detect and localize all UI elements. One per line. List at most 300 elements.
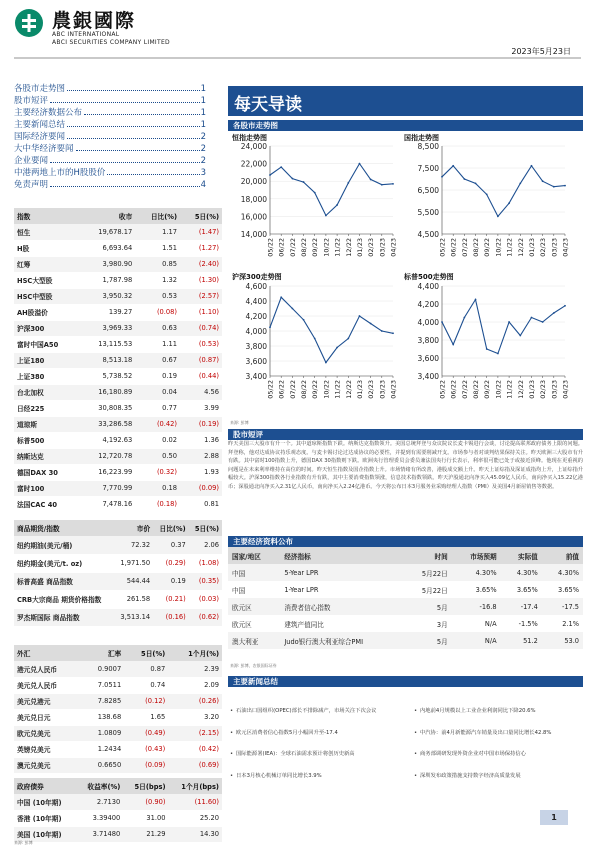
table-cell: (1.30)	[180, 272, 222, 288]
table-cell: 1.65	[124, 709, 168, 725]
chart-title-hsi: 恒指走势图	[232, 134, 267, 142]
table-cell: 7.0511	[81, 677, 124, 693]
column-header: 5日(%)	[180, 208, 222, 224]
table-cell: 消费者信心指数	[280, 598, 403, 615]
toc-item[interactable]	[14, 166, 206, 178]
data-point	[325, 362, 327, 364]
report-date: 2023年5月23日	[511, 47, 571, 56]
table-cell: 5,738.52	[80, 368, 136, 384]
table-cell: 标普高盛 商品指数	[14, 572, 114, 590]
brand-company-name: ABCI SECURITIES COMPANY LIMITED	[52, 39, 170, 46]
fx-table	[14, 645, 222, 774]
table-cell: 3.39400	[76, 810, 124, 826]
table-row	[14, 256, 222, 272]
table-cell: AH股溢价	[14, 304, 80, 320]
x-tick-label: 02/23	[539, 238, 548, 257]
commentary-text: 昨天美国三大股市有升一个。其中道琼斯指数下跌。纳斯达克指数领升。美国总统拜登与众议院议长麦卡锡进行会谈，讨论提高联邦政府债务上限的问题。拜登称，他对达成协议持乐观态度。与麦卡锡讨论过达成协议的必要性，并提到有需要削减开支。市场参与者对谈判结果保持关注。昨天欧洲三大股市有升有跌。其中富时100指数上升，德国DAX 30指数则下跌。欧洲央行管理委员会委员兼法国央行行长表示，利率很可能已处于或接近顶峰。他现在更重视的问题是在未来利率维持在高位的时间。昨天恒生指数及国企指数上升。市场情绪有所改善，港股成交额上升。昨天上证综指及深证成指均上升，上证综指升幅较大。沪深300指数各行业指数有升有跌，其中主要消费指数领涨，信息技术指数领跌。昨天沪股通北向净买入45.09亿人民币，南向净买入15.22亿港币；深股通北向净买入2.31亿人民币，南向净买入2.24亿港币。今天将公布日本3月服务业采购经理人指数（PMI）及美国4月新屋销售等数据。	[228, 441, 583, 490]
table-cell: 544.44	[114, 572, 153, 590]
table-row	[14, 480, 222, 496]
data-point	[347, 338, 349, 340]
table-cell: 0.19	[135, 368, 180, 384]
table-cell: N/A	[484, 619, 497, 628]
table-cell: 3,969.33	[80, 320, 136, 336]
column-header: 政府债券	[14, 778, 76, 794]
table-row	[14, 320, 222, 336]
table-cell: 富时100	[14, 480, 80, 496]
data-point	[269, 174, 271, 176]
toc-item-title: 股市短评	[14, 96, 49, 106]
econ-section-header: 主要经济资料公布	[228, 536, 583, 547]
data-point	[336, 204, 338, 206]
charts-section-header: 各股市走势图	[228, 120, 583, 131]
table-cell: (0.26)	[168, 693, 222, 709]
table-cell: 0.19	[153, 572, 189, 590]
table-cell: (0.90)	[123, 794, 168, 810]
toc-leader-dots	[107, 174, 199, 175]
table-cell: 7,478.16	[80, 496, 136, 512]
table-cell: (2.15)	[168, 725, 222, 741]
table-row	[14, 416, 222, 432]
data-point	[508, 321, 510, 323]
y-tick-label: 4,000	[245, 327, 267, 336]
table-cell: 3.20	[168, 709, 222, 725]
chart-csi300	[228, 280, 403, 410]
table-row	[228, 632, 583, 649]
table-row	[14, 400, 222, 416]
data-point	[347, 182, 349, 184]
toc-item[interactable]	[14, 130, 206, 142]
x-tick-label: 03/23	[378, 238, 387, 257]
table-cell: 美国 (10年期)	[14, 826, 76, 842]
column-header: 指数	[14, 208, 80, 224]
table-row	[14, 661, 222, 677]
table-cell: 建筑产值同比	[284, 620, 324, 629]
x-tick-label: 05/22	[438, 380, 447, 399]
toc-leader-dots	[67, 90, 200, 91]
table-cell: 德国DAX 30	[14, 464, 80, 480]
table-row	[14, 224, 222, 240]
column-header: 1个月(%)	[168, 645, 222, 661]
y-tick-label: 22,000	[240, 159, 267, 169]
toc-item-page: 2	[200, 144, 206, 154]
series-line	[442, 166, 565, 217]
data-point	[497, 353, 499, 355]
table-cell: 澳元兑美元	[14, 757, 81, 773]
column-header: 日比(%)	[153, 520, 189, 536]
table-cell: 0.77	[135, 400, 180, 416]
table-row	[14, 709, 222, 725]
data-point	[475, 299, 477, 301]
news-item-text: 日本3月核心机械订单同比增长3.9%	[236, 772, 322, 779]
data-point	[531, 317, 533, 319]
table-cell: (0.74)	[180, 320, 222, 336]
y-tick-label: 6,500	[417, 186, 439, 195]
toc-item-page: 1	[200, 120, 206, 130]
news-item	[230, 751, 400, 759]
table-row	[228, 598, 583, 615]
data-point	[542, 180, 544, 182]
x-tick-label: 04/23	[389, 380, 398, 399]
table-cell: 欧元区	[228, 598, 280, 615]
table-row	[14, 288, 222, 304]
table-cell: 30,808.35	[80, 400, 136, 416]
table-row	[14, 677, 222, 693]
table-header-row	[14, 778, 222, 794]
y-tick-label: 4,400	[417, 282, 439, 291]
y-tick-label: 4,200	[245, 312, 267, 321]
table-row	[14, 304, 222, 320]
x-tick-label: 04/23	[389, 238, 398, 257]
table-cell: 31.00	[123, 810, 168, 826]
table-cell: 英镑兑美元	[14, 741, 81, 757]
table-cell: (1.47)	[180, 224, 222, 240]
toc-item-title: 各股市走势图	[14, 84, 66, 94]
column-header: 收益率(%)	[76, 778, 124, 794]
table-cell: (0.18)	[135, 496, 180, 512]
data-point	[381, 184, 383, 186]
table-cell: (0.16)	[153, 608, 189, 626]
x-tick-label: 08/22	[300, 238, 309, 257]
table-cell: 51.2	[501, 632, 542, 649]
table-cell: (0.49)	[124, 725, 168, 741]
data-point	[519, 335, 521, 337]
y-tick-label: 8,500	[417, 142, 439, 151]
data-point	[280, 296, 282, 298]
table-cell: 4.56	[180, 384, 222, 400]
table-cell: 4.30%	[501, 564, 542, 581]
table-cell: 5-Year LPR	[280, 564, 403, 581]
x-tick-label: 02/23	[539, 380, 548, 399]
x-tick-label: 03/23	[550, 238, 559, 257]
x-tick-label: 06/22	[449, 380, 458, 399]
column-header: 国家/地区	[228, 547, 280, 564]
table-cell: 1.93	[180, 464, 222, 480]
x-tick-label: 01/23	[527, 238, 536, 257]
column-header: 5日(bps)	[123, 778, 168, 794]
table-cell: 上证180	[14, 352, 80, 368]
table-cell: 香港 (10年期)	[14, 810, 76, 826]
header-divider	[14, 57, 581, 59]
x-tick-label: 01/23	[355, 238, 364, 257]
daily-guide-banner	[228, 86, 583, 116]
table-cell: 美元兑日元	[14, 709, 81, 725]
news-item-text: 欧元区消费者信心指数5月小幅回升至-17.4	[236, 729, 338, 736]
column-header: 时间	[404, 547, 452, 564]
table-cell: 21.29	[123, 826, 168, 842]
table-cell: 1.51	[135, 240, 180, 256]
toc-item[interactable]	[14, 118, 206, 130]
table-cell: 1.11	[135, 336, 180, 352]
table-cell: 3.65%	[516, 585, 538, 594]
table-cell: 2.39	[168, 661, 222, 677]
bond-table	[14, 778, 222, 843]
table-cell: 53.0	[542, 632, 583, 649]
toc-item-page: 4	[200, 180, 206, 190]
x-tick-label: 03/23	[378, 380, 387, 399]
news-item	[230, 708, 400, 716]
x-tick-label: 09/22	[483, 380, 492, 399]
table-cell: 3,513.14	[114, 608, 153, 626]
table-row	[14, 336, 222, 352]
y-tick-label: 24,000	[240, 142, 267, 151]
table-cell: 欧元区	[232, 620, 252, 629]
data-point	[463, 317, 465, 319]
table-cell: 3,950.32	[80, 288, 136, 304]
table-cell: 台北加权	[14, 384, 80, 400]
table-cell: 日经225	[14, 400, 80, 416]
news-item	[414, 773, 584, 781]
y-tick-label: 4,000	[417, 318, 439, 327]
table-cell: 恒生	[14, 224, 80, 240]
table-cell: 19,678.17	[80, 224, 136, 240]
y-tick-label: 4,500	[417, 230, 439, 239]
toc-item-page: 1	[200, 96, 206, 106]
chart-hsi	[228, 140, 403, 268]
toc-leader-dots	[50, 186, 200, 187]
y-tick-label: 3,400	[245, 372, 267, 381]
y-tick-label: 3,600	[245, 357, 267, 366]
table-row	[14, 536, 222, 554]
toc-item-page: 1	[200, 84, 206, 94]
table-row	[14, 432, 222, 448]
x-tick-label: 05/22	[266, 238, 275, 257]
table-cell: 3月	[436, 620, 448, 629]
data-point	[441, 176, 443, 178]
column-header: 汇率	[81, 645, 124, 661]
table-cell: 25.20	[169, 810, 222, 826]
series-line	[442, 300, 565, 354]
column-header: 外汇	[14, 645, 81, 661]
data-point	[291, 308, 293, 310]
news-item-text: 中汽协：前4月新能源汽车销量及出口量同比增长42.8%	[420, 729, 552, 736]
table-cell: 沪深300	[14, 320, 80, 336]
table-cell: (0.32)	[135, 464, 180, 480]
chart-title-csi300: 沪深300走势图	[232, 273, 282, 281]
bullet-icon: •	[230, 772, 234, 779]
table-cell: H股	[14, 240, 80, 256]
table-row	[14, 725, 222, 741]
table-cell: 美元兑人民币	[14, 677, 81, 693]
table-cell: (0.44)	[180, 368, 222, 384]
table-cell: 纽约期金(美元/t. oz)	[14, 554, 114, 572]
column-header: 市价	[114, 520, 153, 536]
series-line	[270, 297, 393, 362]
table-cell: HSC大型股	[14, 272, 80, 288]
data-point	[564, 185, 566, 187]
table-cell: 0.50	[135, 448, 180, 464]
x-tick-label: 07/22	[288, 380, 297, 399]
table-cell: (2.40)	[180, 256, 222, 272]
data-point	[370, 179, 372, 181]
table-cell: 2.06	[189, 536, 222, 554]
toc-item-title: 主要经济数据公布	[14, 108, 83, 118]
x-tick-label: 05/22	[266, 380, 275, 399]
table-cell: 14.30	[169, 826, 222, 842]
x-tick-label: 11/22	[505, 380, 514, 399]
table-row	[14, 572, 222, 590]
table-cell: 罗杰斯国际 商品指数	[14, 608, 114, 626]
table-cell: 3.65%	[475, 585, 497, 594]
table-cell: 0.67	[135, 352, 180, 368]
data-point	[564, 305, 566, 307]
column-header: 5日(%)	[124, 645, 168, 661]
column-header: 商品期货/指数	[14, 520, 114, 536]
table-cell: 1.32	[135, 272, 180, 288]
toc-item-page: 3	[200, 168, 206, 178]
data-point	[314, 192, 316, 194]
table-row	[14, 240, 222, 256]
toc-item[interactable]	[14, 82, 206, 94]
data-point	[497, 216, 499, 218]
toc-item[interactable]	[14, 94, 206, 106]
commentary-section-header: 股市短评	[228, 429, 583, 440]
toc-item-page: 2	[200, 156, 206, 166]
data-point	[359, 163, 361, 165]
table-cell: (0.03)	[189, 590, 222, 608]
toc-item-title: 大中华经济要闻	[14, 144, 74, 154]
x-tick-label: 04/23	[561, 380, 570, 399]
table-cell: 欧元兑美元	[14, 725, 81, 741]
toc-item[interactable]	[14, 106, 206, 118]
table-cell: 1,971.50	[114, 554, 153, 572]
data-point	[486, 194, 488, 196]
x-tick-label: 04/23	[561, 238, 570, 257]
table-cell: 0.53	[135, 288, 180, 304]
y-tick-label: 4,200	[417, 300, 439, 309]
y-tick-label: 3,600	[417, 354, 439, 363]
bullet-icon: •	[414, 729, 418, 736]
table-cell: 中国 (10年期)	[14, 794, 76, 810]
data-point	[370, 323, 372, 325]
table-cell: 16,223.99	[80, 464, 136, 480]
news-item-text: 内地前4月规模以上工业企业利润同比下降20.6%	[420, 708, 536, 714]
news-column-left	[230, 708, 400, 794]
bullet-icon: •	[230, 751, 234, 757]
news-item	[230, 773, 400, 781]
table-cell: 5月22日	[421, 586, 448, 595]
news-item	[414, 751, 584, 759]
table-cell: 2.09	[168, 677, 222, 693]
toc-item[interactable]	[14, 154, 206, 166]
table-cell: (0.09)	[124, 757, 168, 773]
table-row	[14, 554, 222, 572]
toc-item[interactable]	[14, 142, 206, 154]
table-cell: 2.7130	[76, 794, 124, 810]
column-header: 市场预期	[452, 547, 501, 564]
data-point	[553, 312, 555, 314]
toc-item-page: 1	[200, 108, 206, 118]
bullet-icon: •	[230, 708, 234, 714]
data-point	[463, 178, 465, 180]
econ-source-note: 来源: 彭博，农银国际证券	[230, 663, 277, 668]
commodity-table	[14, 520, 222, 627]
data-point	[486, 348, 488, 350]
x-tick-label: 09/22	[311, 238, 320, 257]
table-cell: 美元兑港元	[14, 693, 81, 709]
table-cell: 纽约期油(美元/桶)	[14, 536, 114, 554]
table-cell: 2.88	[180, 448, 222, 464]
x-tick-label: 06/22	[277, 238, 286, 257]
table-cell: CRB大宗商品 期货价格指数	[14, 590, 114, 608]
table-cell: (0.21)	[153, 590, 189, 608]
chart-title-sp500: 标普500走势图	[404, 273, 454, 281]
brand-name-en: ABC INTERNATIONAL	[52, 31, 120, 38]
table-cell: (0.43)	[124, 741, 168, 757]
table-cell: 0.6650	[81, 757, 124, 773]
tables-source-note: 来源: 彭博	[14, 840, 33, 845]
table-cell: 0.37	[153, 536, 189, 554]
table-cell: 标普500	[14, 432, 80, 448]
table-cell: 261.58	[114, 590, 153, 608]
table-cell: 0.87	[124, 661, 168, 677]
data-point	[542, 321, 544, 323]
table-row	[14, 810, 222, 826]
column-header: 1个月(bps)	[169, 778, 222, 794]
y-tick-label: 18,000	[240, 194, 267, 204]
table-row	[14, 464, 222, 480]
table-cell: (0.12)	[124, 693, 168, 709]
table-cell: 0.85	[135, 256, 180, 272]
toc-item-title: 免责声明	[14, 180, 49, 190]
table-cell: 5月	[404, 632, 452, 649]
news-item-text: 商务部调研发现外资企业对中国市场保持信心	[420, 751, 526, 757]
data-point	[303, 181, 305, 183]
table-cell: (1.27)	[180, 240, 222, 256]
data-point	[336, 347, 338, 349]
column-header: 5日(%)	[189, 520, 222, 536]
table-cell: 33,286.58	[80, 416, 136, 432]
x-tick-label: 07/22	[288, 238, 297, 257]
data-point	[291, 178, 293, 180]
table-cell: 138.68	[81, 709, 124, 725]
table-row	[14, 384, 222, 400]
table-cell: 1.0809	[81, 725, 124, 741]
table-cell: (0.08)	[135, 304, 180, 320]
column-header: 经济指标	[280, 547, 403, 564]
toc-leader-dots	[67, 126, 200, 127]
table-cell: 5月	[404, 598, 452, 615]
news-section-header: 主要新闻总结	[228, 676, 583, 687]
bullet-icon: •	[414, 708, 418, 714]
table-row	[14, 608, 222, 626]
table-cell: 1,787.98	[80, 272, 136, 288]
x-tick-label: 06/22	[449, 238, 458, 257]
x-tick-label: 07/22	[460, 238, 469, 257]
toc-item[interactable]	[14, 178, 206, 190]
table-cell: (2.57)	[180, 288, 222, 304]
news-item	[230, 730, 400, 738]
table-header-row	[14, 645, 222, 661]
table-cell: (0.42)	[135, 416, 180, 432]
x-tick-label: 08/22	[472, 238, 481, 257]
table-cell: 纳斯达克	[14, 448, 80, 464]
table-row	[14, 496, 222, 512]
toc-leader-dots	[76, 150, 200, 151]
toc-leader-dots	[67, 138, 200, 139]
x-tick-label: 10/22	[494, 238, 503, 257]
y-tick-label: 20,000	[240, 177, 267, 187]
data-point	[553, 186, 555, 188]
y-tick-label: 3,400	[417, 372, 439, 381]
bullet-icon: •	[414, 772, 418, 779]
news-item-text: 国际能源署(IEA)：全球石油需求预计将创历史新高	[236, 751, 355, 757]
table-row	[14, 590, 222, 608]
table-cell: 12,720.78	[80, 448, 136, 464]
data-point	[392, 332, 394, 334]
x-tick-label: 12/22	[344, 238, 353, 257]
toc-item-title: 中港两地上市的H股股价	[14, 168, 106, 178]
table-cell: 0.02	[135, 432, 180, 448]
